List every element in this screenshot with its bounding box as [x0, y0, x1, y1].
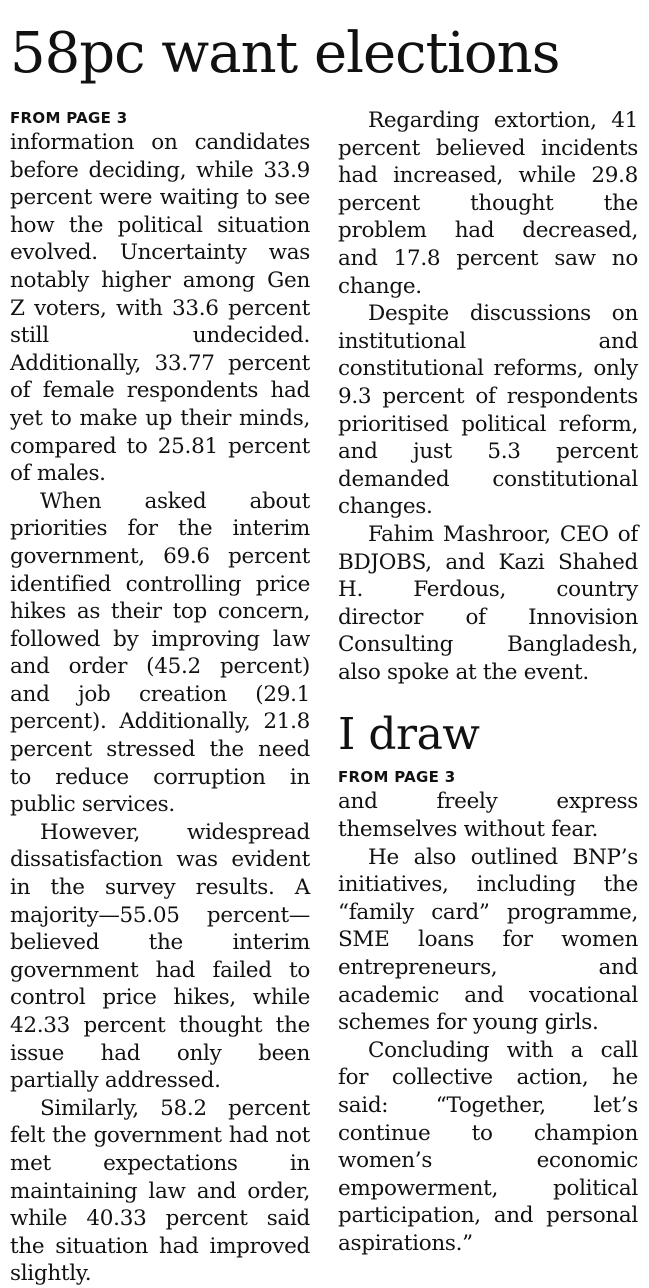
story1-paragraph: However, widespread dissatisfaction was evident in the survey results. A majority—55.05 percent—believed the interim government had failed to control price hikes, while 42.33 percent thought the issue had only been partially addressed. — [10, 819, 310, 1094]
story2-kicker: FROM PAGE 3 — [338, 768, 456, 787]
story1-paragraph: Fahim Mashroor, CEO of BDJOBS, and Kazi Shahed H. Ferdous, country director of Innovision Consulting Bangladesh, also spoke at the event. — [338, 521, 638, 685]
story2-paragraph: and freely express themselves without fear. — [338, 789, 638, 843]
story1-paragraph: When asked about priorities for the interim government, 69.6 percent identified controlling price hikes as their top concern, followed by improving law and order (45.2 percent) and job creation (29.1 percent). Additionally, 21.8 percent stressed the need to reduce corruption in public services. — [10, 488, 310, 818]
story1-paragraph: Similarly, 58.2 percent felt the government had not met expectations in maintaining law and order, while 40.33 percent said the situation had improved slightly. — [10, 1095, 310, 1287]
story2-paragraph: He also outlined BNP’s initiatives, including the “family card” programme, SME loans for women entrepreneurs, and academic and vocational schemes for young girls. — [338, 844, 638, 1036]
right-column — [338, 107, 638, 1258]
story2-headline: I draw — [338, 709, 480, 761]
story1-paragraph: Despite discussions on institutional and constitutional reforms, only 9.3 percent of respondents prioritised political reform, and just 5.3 percent demanded constitutional changes. — [338, 301, 638, 520]
story1-paragraph: information on candidates before deciding, while 33.9 percent were waiting to see how the political situation evolved. Uncertainty was notably higher among Gen Z voters, with 33.6 percent still undecided. Additionally, 33.77 percent of female respondents had yet to make up their minds, compared to 25.81 percent of males. — [10, 130, 310, 487]
story1-paragraph: Regarding extortion, 41 percent believed incidents had increased, while 29.8 percent thought the problem had decreased, and 17.8 percent saw no change. — [338, 108, 638, 299]
left-column — [10, 107, 310, 1288]
story1-kicker: FROM PAGE 3 — [10, 109, 128, 127]
story2-paragraph: Concluding with a call for collective action, he said: “Together, let’s continue to champion women’s economic empowerment, political participation, and personal aspirations.” — [338, 1037, 638, 1256]
headline: 58pc want elections — [10, 21, 560, 86]
